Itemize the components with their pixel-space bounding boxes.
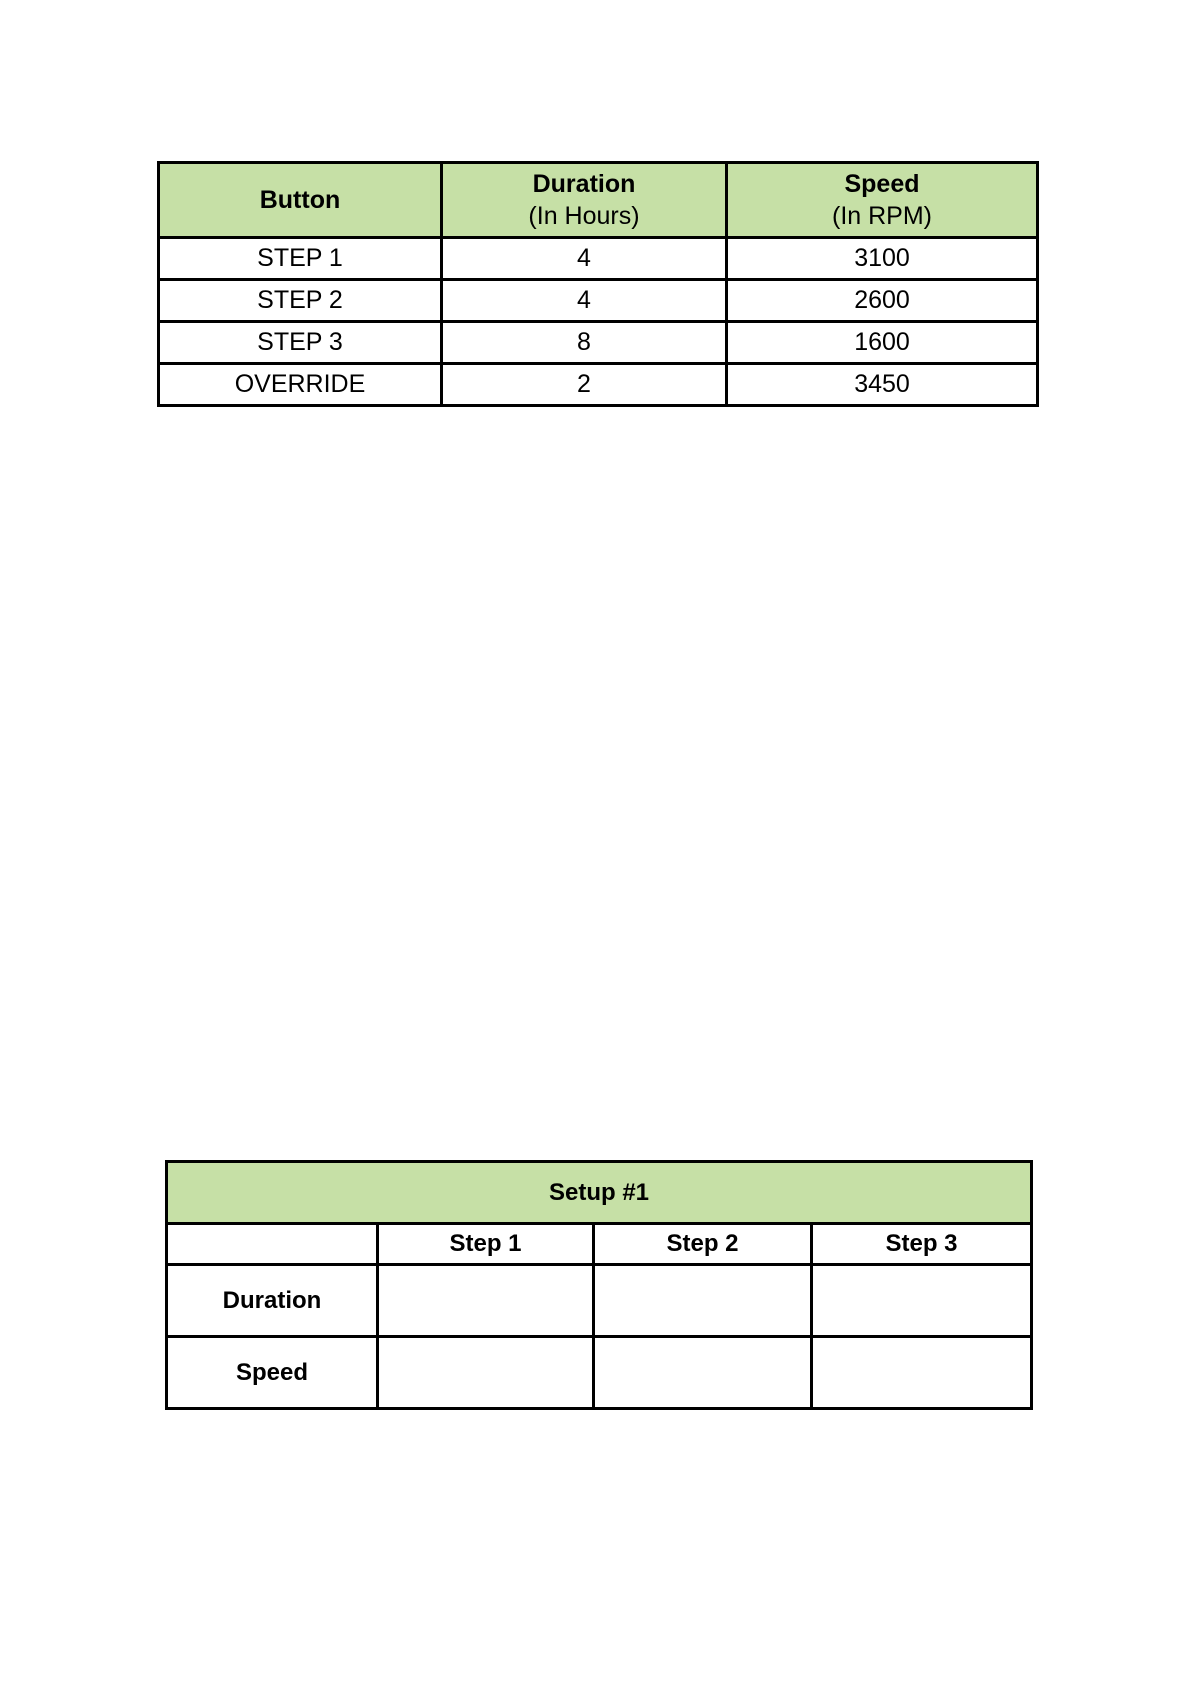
header-speed-label: Speed: [844, 170, 920, 198]
cell-button: STEP 1: [159, 238, 442, 280]
cell-duration: 4: [442, 238, 727, 280]
setup-row-label-duration: Duration: [167, 1265, 378, 1337]
header-duration: [442, 163, 727, 238]
table-row: [159, 238, 1038, 280]
header-speed: [727, 163, 1038, 238]
setup-col-step-1: Step 1: [378, 1224, 594, 1265]
setup-row-duration: [167, 1265, 1032, 1337]
header-button-label: Button: [259, 186, 341, 214]
setup-title: Setup #1: [167, 1162, 1032, 1224]
cell-duration: 4: [442, 280, 727, 322]
setup-title-row: [167, 1162, 1032, 1224]
cell-button: STEP 2: [159, 280, 442, 322]
table-row: [159, 322, 1038, 364]
table-row: [159, 364, 1038, 406]
setup-row-speed: [167, 1337, 1032, 1409]
setup-column-header-row: [167, 1224, 1032, 1265]
cell-speed: 3450: [727, 364, 1038, 406]
setup-col-step-2: Step 2: [594, 1224, 812, 1265]
cell-duration: 2: [442, 364, 727, 406]
setup-table: [165, 1160, 1033, 1410]
setup-cell-speed-step-2[interactable]: [594, 1337, 812, 1409]
setup-row-label-speed: Speed: [167, 1337, 378, 1409]
setup-cell-duration-step-1[interactable]: [378, 1265, 594, 1337]
setup-cell-speed-step-3[interactable]: [812, 1337, 1032, 1409]
cell-speed: 2600: [727, 280, 1038, 322]
cell-button: STEP 3: [159, 322, 442, 364]
header-button: [159, 163, 442, 238]
setup-cell-duration-step-2[interactable]: [594, 1265, 812, 1337]
setup-col-step-3: Step 3: [812, 1224, 1032, 1265]
header-duration-unit: (In Hours): [528, 202, 640, 230]
table-header-row: [159, 163, 1038, 238]
setup-corner-cell: [167, 1224, 378, 1265]
table-row: [159, 280, 1038, 322]
cell-speed: 3100: [727, 238, 1038, 280]
setup-cell-speed-step-1[interactable]: [378, 1337, 594, 1409]
cell-speed: 1600: [727, 322, 1038, 364]
setup-cell-duration-step-3[interactable]: [812, 1265, 1032, 1337]
cell-button: OVERRIDE: [159, 364, 442, 406]
header-duration-label: Duration: [532, 170, 636, 198]
button-settings-table: [157, 161, 1039, 407]
cell-duration: 8: [442, 322, 727, 364]
header-speed-unit: (In RPM): [832, 202, 932, 230]
